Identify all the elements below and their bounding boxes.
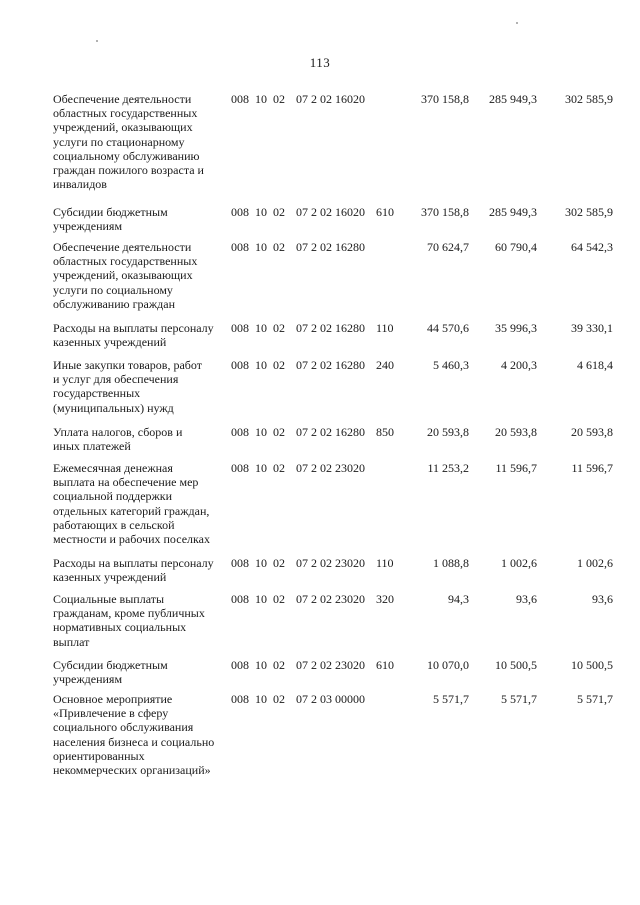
table-row xyxy=(53,205,623,240)
row-razdel: 10 xyxy=(255,205,267,219)
row-value-2: 35 996,3 xyxy=(495,321,537,335)
row-razdel: 10 xyxy=(255,692,267,706)
row-grbs: 008 xyxy=(231,556,249,570)
table-row xyxy=(53,425,623,461)
row-value-3: 1 002,6 xyxy=(577,556,613,570)
row-value-1: 370 158,8 xyxy=(421,205,469,219)
row-csr: 07 2 02 16020 xyxy=(296,205,365,219)
row-name: Иные закупки товаров, работ и услуг для обеспечения государственных (муниципальных) нужд xyxy=(53,358,202,415)
row-value-2: 1 002,6 xyxy=(501,556,537,570)
row-grbs: 008 xyxy=(231,321,249,335)
row-value-2: 10 500,5 xyxy=(495,658,537,672)
row-value-3: 20 593,8 xyxy=(571,425,613,439)
row-razdel: 10 xyxy=(255,92,267,106)
row-csr: 07 2 02 16280 xyxy=(296,425,365,439)
table-row xyxy=(53,658,623,692)
row-value-3: 4 618,4 xyxy=(577,358,613,372)
row-vr: 240 xyxy=(376,358,394,372)
row-value-2: 20 593,8 xyxy=(495,425,537,439)
row-razdel: 10 xyxy=(255,425,267,439)
row-value-1: 1 088,8 xyxy=(433,556,469,570)
row-podrazdel: 02 xyxy=(273,92,285,106)
row-value-1: 20 593,8 xyxy=(427,425,469,439)
table-row xyxy=(53,556,623,592)
row-value-3: 302 585,9 xyxy=(565,92,613,106)
row-value-3: 10 500,5 xyxy=(571,658,613,672)
row-name: Обеспечение деятельности областных государственных учреждений, оказывающих услуги по стационарному социальному обслуживанию граждан пожилого возраста и инвалидов xyxy=(53,92,204,192)
row-value-2: 5 571,7 xyxy=(501,692,537,706)
row-grbs: 008 xyxy=(231,692,249,706)
row-podrazdel: 02 xyxy=(273,692,285,706)
row-value-3: 11 596,7 xyxy=(571,461,613,475)
row-podrazdel: 02 xyxy=(273,205,285,219)
row-grbs: 008 xyxy=(231,205,249,219)
row-razdel: 10 xyxy=(255,592,267,606)
row-value-1: 44 570,6 xyxy=(427,321,469,335)
row-name: Основное мероприятие «Привлечение в сферу социального обслуживания населения бизнеса и социально ориентированных некоммерческих организаций» xyxy=(53,692,215,778)
row-vr: 110 xyxy=(376,556,394,570)
page-number: 113 xyxy=(309,55,331,70)
row-razdel: 10 xyxy=(255,358,267,372)
row-value-2: 93,6 xyxy=(516,592,537,606)
row-value-1: 5 460,3 xyxy=(433,358,469,372)
row-value-3: 302 585,9 xyxy=(565,205,613,219)
row-value-3: 39 330,1 xyxy=(571,321,613,335)
row-csr: 07 2 03 00000 xyxy=(296,692,365,706)
table-row xyxy=(53,461,623,556)
row-value-1: 94,3 xyxy=(448,592,469,606)
row-value-1: 10 070,0 xyxy=(427,658,469,672)
row-vr: 610 xyxy=(376,205,394,219)
row-name: Субсидии бюджетным учреждениям xyxy=(53,205,168,234)
row-name: Обеспечение деятельности областных государственных учреждений, оказывающих услуги по социальному обслуживанию граждан xyxy=(53,240,198,311)
row-csr: 07 2 02 16020 xyxy=(296,92,365,106)
row-name: Ежемесячная денежная выплата на обеспечение мер социальной поддержки отдельных категорий граждан, работающих в сельской местности и рабочих поселках xyxy=(53,461,210,547)
row-podrazdel: 02 xyxy=(273,358,285,372)
row-podrazdel: 02 xyxy=(273,556,285,570)
row-razdel: 10 xyxy=(255,240,267,254)
table-row xyxy=(53,592,623,658)
row-grbs: 008 xyxy=(231,358,249,372)
row-csr: 07 2 02 23020 xyxy=(296,461,365,475)
row-value-3: 5 571,7 xyxy=(577,692,613,706)
row-value-1: 5 571,7 xyxy=(433,692,469,706)
row-vr: 110 xyxy=(376,321,394,335)
table-row xyxy=(53,358,623,425)
row-grbs: 008 xyxy=(231,92,249,106)
row-csr: 07 2 02 23020 xyxy=(296,658,365,672)
row-razdel: 10 xyxy=(255,461,267,475)
row-podrazdel: 02 xyxy=(273,321,285,335)
row-podrazdel: 02 xyxy=(273,461,285,475)
row-name: Расходы на выплаты персоналу казенных учреждений xyxy=(53,321,214,350)
row-value-1: 11 253,2 xyxy=(427,461,469,475)
row-vr: 320 xyxy=(376,592,394,606)
row-value-2: 285 949,3 xyxy=(489,92,537,106)
row-value-1: 70 624,7 xyxy=(427,240,469,254)
row-value-1: 370 158,8 xyxy=(421,92,469,106)
row-grbs: 008 xyxy=(231,461,249,475)
row-value-2: 11 596,7 xyxy=(495,461,537,475)
row-podrazdel: 02 xyxy=(273,240,285,254)
row-grbs: 008 xyxy=(231,425,249,439)
row-podrazdel: 02 xyxy=(273,592,285,606)
table-row xyxy=(53,692,623,782)
row-value-2: 60 790,4 xyxy=(495,240,537,254)
row-csr: 07 2 02 23020 xyxy=(296,556,365,570)
row-value-3: 64 542,3 xyxy=(571,240,613,254)
row-podrazdel: 02 xyxy=(273,658,285,672)
row-value-3: 93,6 xyxy=(592,592,613,606)
table-row xyxy=(53,321,623,358)
row-vr: 610 xyxy=(376,658,394,672)
row-csr: 07 2 02 16280 xyxy=(296,321,365,335)
row-name: Социальные выплаты гражданам, кроме публичных нормативных социальных выплат xyxy=(53,592,205,649)
row-grbs: 008 xyxy=(231,592,249,606)
row-grbs: 008 xyxy=(231,240,249,254)
scan-speck xyxy=(516,22,518,24)
row-name: Расходы на выплаты персоналу казенных учреждений xyxy=(53,556,214,585)
row-podrazdel: 02 xyxy=(273,425,285,439)
row-value-2: 4 200,3 xyxy=(501,358,537,372)
row-grbs: 008 xyxy=(231,658,249,672)
row-csr: 07 2 02 16280 xyxy=(296,358,365,372)
row-value-2: 285 949,3 xyxy=(489,205,537,219)
row-razdel: 10 xyxy=(255,321,267,335)
table-row xyxy=(53,92,623,205)
scan-speck xyxy=(96,40,98,42)
row-csr: 07 2 02 16280 xyxy=(296,240,365,254)
row-vr: 850 xyxy=(376,425,394,439)
row-csr: 07 2 02 23020 xyxy=(296,592,365,606)
row-name: Уплата налогов, сборов и иных платежей xyxy=(53,425,183,454)
table-row xyxy=(53,240,623,321)
row-name: Субсидии бюджетным учреждениям xyxy=(53,658,168,687)
row-razdel: 10 xyxy=(255,556,267,570)
budget-table xyxy=(53,92,623,782)
row-razdel: 10 xyxy=(255,658,267,672)
